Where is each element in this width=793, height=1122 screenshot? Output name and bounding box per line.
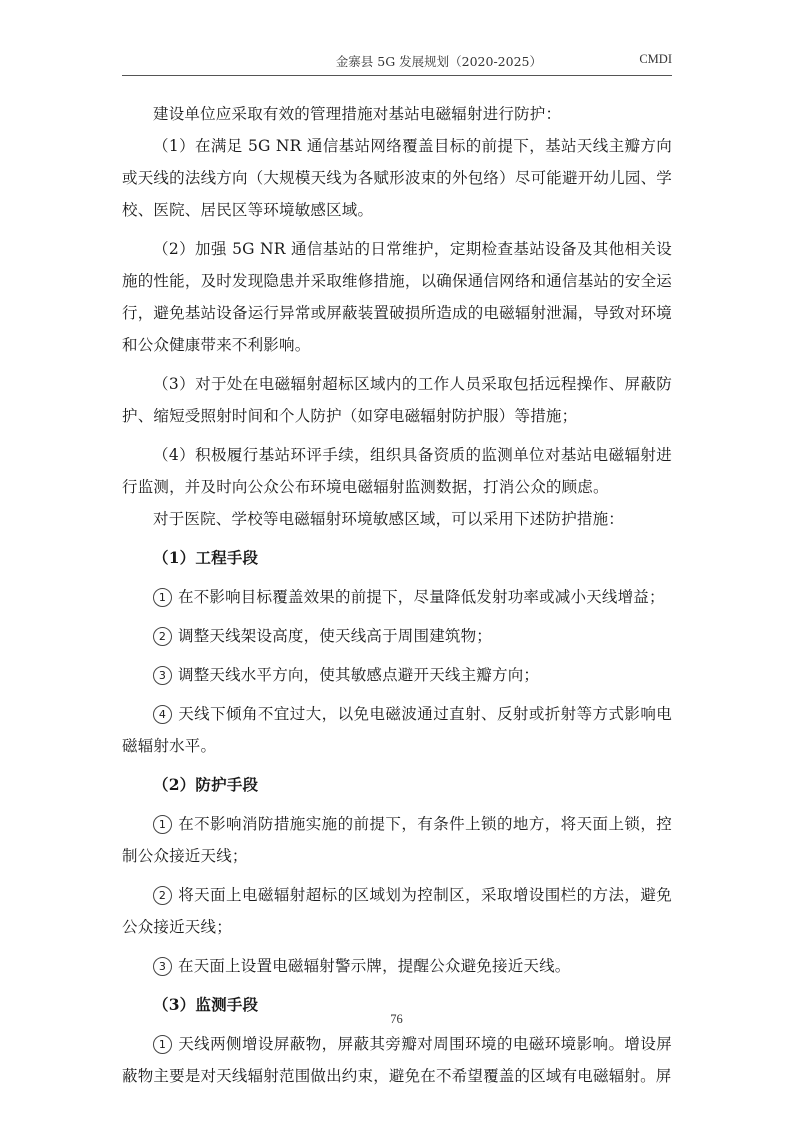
- circled-number: 4: [153, 705, 172, 724]
- list-item: [122, 659, 672, 691]
- measure-1-paragraph: （1）在满足 5G NR 通信基站网络覆盖目标的前提下，基站天线主瓣方向或天线的法线方向（大规模天线为各赋形波束的外包络）尽可能避开幼儿园、学校、医院、居民区等环境敏感区域。: [122, 137, 672, 219]
- measure-4-paragraph: （4）积极履行基站环评手续，组织具备资质的监测单位对基站电磁辐射进行监测，并及时向公众公布环境电磁辐射监测数据，打消公众的顾虑。: [122, 446, 672, 496]
- list-item-text: 天线下倾角不宜过大，以免电磁波通过直射、反射或折射等方式影响电磁辐射水平。: [122, 705, 672, 755]
- circled-number: 3: [153, 957, 172, 976]
- page-header: [122, 52, 672, 74]
- list-item: [122, 698, 672, 762]
- list-item-text: 将天面上电磁辐射超标的区域划为控制区，采取增设围栏的方法，避免公众接近天线；: [122, 886, 672, 936]
- list-item: [122, 620, 672, 652]
- list-item: [122, 581, 672, 613]
- list-item: [122, 808, 672, 872]
- circled-number: 1: [153, 815, 172, 834]
- circled-number: 2: [153, 627, 172, 646]
- circled-number: 1: [153, 1035, 172, 1054]
- section-heading-engineering: （1）工程手段: [153, 548, 259, 567]
- intro-paragraph: 建设单位应采取有效的管理措施对基站电磁辐射进行防护：: [153, 105, 562, 123]
- circled-number: 1: [153, 588, 172, 607]
- header-title: 金寨县 5G 发展规划（2020-2025）: [335, 54, 542, 69]
- page-number: 76: [390, 1012, 403, 1026]
- measure-2-paragraph: （2）加强 5G NR 通信基站的日常维护，定期检查基站设备及其他相关设施的性能，及时发现隐患并采取维修措施，以确保通信网络和通信基站的安全运行，避免基站设备运行异常或屏蔽装置破损所造成的电磁辐射泄漏，导致对环境和公众健康带来不利影响。: [122, 240, 672, 354]
- list-item-text: 在不影响目标覆盖效果的前提下，尽量降低发射功率或减小天线增益；: [178, 588, 665, 606]
- list-item-text: 在不影响消防措施实施的前提下，有条件上锁的地方，将天面上锁，控制公众接近天线；: [122, 815, 672, 865]
- list-item-text: 在天面上设置电磁辐射警示牌，提醒公众避免接近天线。: [178, 957, 571, 975]
- section-heading-protection: （2）防护手段: [153, 775, 259, 794]
- circled-number: 2: [153, 886, 172, 905]
- list-item: [122, 1028, 672, 1092]
- header-rule: [122, 75, 672, 76]
- list-item: [122, 950, 672, 982]
- page-body: [122, 98, 672, 1092]
- measure-3-paragraph: （3）对于处在电磁辐射超标区域内的工作人员采取包括远程操作、屏蔽防护、缩短受照射时间和个人防护（如穿电磁辐射防护服）等措施；: [122, 375, 672, 425]
- header-org: CMDI: [639, 52, 672, 66]
- list-item-text: 调整天线水平方向，使其敏感点避开天线主瓣方向；: [178, 666, 540, 684]
- list-item: [122, 879, 672, 943]
- section-heading-monitoring: （3）监测手段: [153, 995, 259, 1014]
- list-item-text: 调整天线架设高度，使天线高于周围建筑物；: [178, 627, 493, 645]
- sensitive-area-paragraph: 对于医院、学校等电磁辐射环境敏感区域，可以采用下述防护措施：: [153, 510, 625, 528]
- list-item-text: 天线两侧增设屏蔽物，屏蔽其旁瓣对周围环境的电磁环境影响。增设屏蔽物主要是对天线辐射范围做出约束，避免在不希望覆盖的区域有电磁辐射。屏: [122, 1035, 672, 1085]
- circled-number: 3: [153, 666, 172, 685]
